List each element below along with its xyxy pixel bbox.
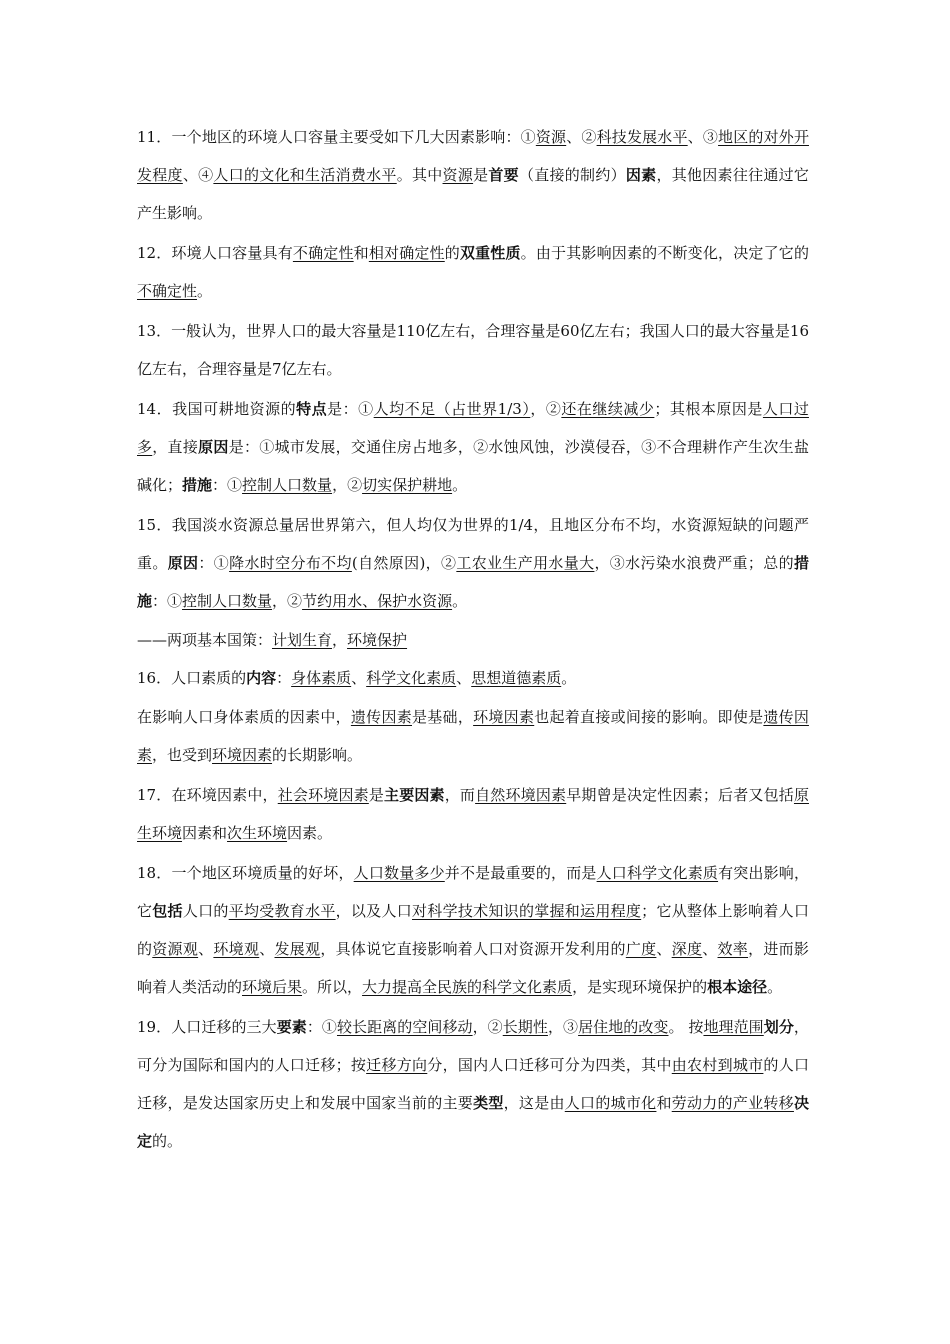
text-run: ，② <box>530 400 562 418</box>
underlined-term: 效率 <box>717 940 749 958</box>
underlined-term: 环境保护 <box>347 631 408 649</box>
text-run: 、 <box>198 940 214 958</box>
text-run: 因素。 <box>287 824 333 842</box>
underlined-term: 科学文化素质 <box>366 669 457 687</box>
text-run: 。其中 <box>396 166 443 184</box>
text-run: 。 <box>197 282 213 300</box>
underlined-term: 降水时空分布不均 <box>229 554 352 572</box>
text-run: ，② <box>332 476 363 494</box>
text-run: 。 <box>452 476 468 494</box>
underlined-term: 发展观 <box>274 940 321 958</box>
text-run: 的。 <box>152 1132 183 1150</box>
bold-term: 原因 <box>167 554 199 572</box>
underlined-term: 居住地的改变 <box>578 1018 669 1036</box>
text-run: 的长期影响。 <box>272 746 363 764</box>
underlined-term: 长期性 <box>502 1018 548 1036</box>
underlined-term: 身体素质 <box>291 669 352 687</box>
underlined-term: 迁移方向 <box>366 1056 428 1074</box>
underlined-term: 环境观 <box>213 940 260 958</box>
bold-term: 措施 <box>182 476 213 494</box>
text-run: ，这是由 <box>503 1094 565 1112</box>
text-run: 12．环境人口容量具有 <box>137 244 293 262</box>
paragraph <box>137 660 809 696</box>
text-run: ，以及人口 <box>335 902 413 920</box>
text-run: 早期曾是决定性因素；后者又包括 <box>566 786 794 804</box>
underlined-term: 计划生育 <box>272 631 333 649</box>
bold-term: 内容 <box>246 669 277 687</box>
bold-term: 特点 <box>296 400 328 418</box>
text-run: ：① <box>212 476 243 494</box>
text-run: ，而 <box>444 786 476 804</box>
bold-term: 划分 <box>763 1018 794 1036</box>
underlined-term: 控制人口数量 <box>242 476 333 494</box>
document-body <box>137 118 809 1162</box>
underlined-term: 对科学技术知识的掌握和运用程度 <box>412 902 642 920</box>
underlined-term: 资源 <box>535 128 567 146</box>
text-run: ，③ <box>547 1018 579 1036</box>
underlined-term: 人口科学文化素质 <box>596 864 719 882</box>
bold-term: 主要因素 <box>384 786 445 804</box>
underlined-term: 深度 <box>671 940 703 958</box>
text-run: ， <box>332 631 348 649</box>
text-run: 是基础， <box>412 708 474 726</box>
underlined-term: 节约用水、保护水资源 <box>302 592 453 610</box>
text-run: 人口的 <box>182 902 229 920</box>
underlined-term: 由农村到城市 <box>671 1056 764 1074</box>
text-run: 。所以， <box>302 978 363 996</box>
text-run: ，可分为国际和国内的人口迁移；按 <box>137 1018 809 1074</box>
text-run: 。 按 <box>668 1018 704 1036</box>
underlined-term: 地理范围 <box>703 1018 764 1036</box>
text-run: ，② <box>472 1018 503 1036</box>
text-run: 、② <box>566 128 597 146</box>
text-run: 。 <box>767 978 783 996</box>
text-run: 13．一般认为，世界人口的最大容量是110亿左右，合理容量是60亿左右；我国人口的最大容量是16亿左右，合理容量是7亿左右。 <box>137 322 809 378</box>
text-run: 、④ <box>182 166 214 184</box>
text-run: 有突出影响，它 <box>137 864 809 920</box>
text-run: ，具体说它直接影响着人口对资源开发利用的 <box>320 940 626 958</box>
text-run: 也起着直接或间接的影响。即使是 <box>534 708 764 726</box>
text-run: 、 <box>702 940 718 958</box>
underlined-term: 人均不足（占世界1/3） <box>373 400 531 418</box>
underlined-term: 遗传因素 <box>350 708 412 726</box>
paragraph <box>137 1008 809 1160</box>
underlined-term: 还在继续减少 <box>561 400 655 418</box>
underlined-term: 遗传因素 <box>137 708 809 764</box>
text-run: ，直接 <box>152 438 199 456</box>
underlined-term: 环境因素 <box>212 746 273 764</box>
bold-term: 决定 <box>137 1094 809 1150</box>
bold-term: 要素 <box>276 1018 307 1036</box>
underlined-term: 人口过多 <box>137 400 809 456</box>
underlined-term: 环境后果 <box>242 978 303 996</box>
bold-term: 因素 <box>625 166 657 184</box>
text-run: 15．我国淡水资源总量居世界第六，但人均仅为世界的1/4，且地区分布不均，水资源短缺的问题严重。 <box>137 516 809 572</box>
text-run: ，其他因素往往通过它产生影响。 <box>137 166 809 222</box>
text-run: 16．人口素质的 <box>137 669 247 687</box>
text-run: 和 <box>353 244 369 262</box>
underlined-term: 次生环境 <box>227 824 288 842</box>
bold-term: 根本途径 <box>707 978 768 996</box>
text-run: 、 <box>351 669 367 687</box>
text-run: 、 <box>259 940 275 958</box>
bold-term: 首要 <box>488 166 519 184</box>
text-run: 17．在环境因素中， <box>137 786 278 804</box>
bold-term: 包括 <box>152 902 183 920</box>
text-run: (自然原因)，② <box>351 554 457 572</box>
text-run: ，是实现环境保护的 <box>572 978 708 996</box>
text-run: 和 <box>656 1094 672 1112</box>
paragraph <box>137 776 809 852</box>
text-run: 19．人口迁移的三大 <box>137 1018 277 1036</box>
text-run: 11．一个地区的环境人口容量主要受如下几大因素影响：① <box>137 128 536 146</box>
text-run: ：① <box>152 592 183 610</box>
text-run: ，也受到 <box>152 746 213 764</box>
paragraph <box>137 698 809 774</box>
bold-term: 原因 <box>198 438 229 456</box>
underlined-term: 较长距离的空间移动 <box>336 1018 473 1036</box>
text-run: 在影响人口身体素质的因素中， <box>137 708 351 726</box>
paragraph <box>137 854 809 1006</box>
paragraph <box>137 312 809 388</box>
underlined-term: 地区的对外开发程度 <box>137 128 809 184</box>
text-run: 、 <box>456 669 472 687</box>
underlined-term: 不确定性 <box>292 244 354 262</box>
underlined-term: 劳动力的产业转移 <box>671 1094 794 1112</box>
underlined-term: 相对确定性 <box>368 244 445 262</box>
bold-term: 类型 <box>473 1094 504 1112</box>
text-run: 是：① <box>327 400 374 418</box>
text-run: 是 <box>473 166 489 184</box>
underlined-term: 人口数量多少 <box>353 864 445 882</box>
text-run: 、③ <box>687 128 719 146</box>
paragraph <box>137 118 809 232</box>
text-run: ： <box>276 669 292 687</box>
text-run: 。 <box>452 592 468 610</box>
text-run: ；其根本原因是 <box>654 400 763 418</box>
text-run: 、 <box>656 940 672 958</box>
bold-term: 措施 <box>137 554 809 610</box>
bold-term: 双重性质 <box>459 244 521 262</box>
paragraph <box>137 622 809 658</box>
underlined-term: 平均受教育水平 <box>228 902 336 920</box>
underlined-term: 环境因素 <box>473 708 535 726</box>
underlined-term: 人口的城市化 <box>564 1094 657 1112</box>
underlined-term: 不确定性 <box>137 282 198 300</box>
underlined-term: 工农业生产用水量大 <box>456 554 595 572</box>
underlined-term: 大力提高全民族的科学文化素质 <box>362 978 573 996</box>
text-run: 14．我国可耕地资源的 <box>137 400 297 418</box>
text-run: 。 <box>561 669 577 687</box>
text-run: （直接的制约） <box>518 166 626 184</box>
text-run: ，进而影响着人类活动的 <box>137 940 809 996</box>
text-run: 因素和 <box>182 824 228 842</box>
text-run: ：① <box>198 554 230 572</box>
text-run: ，③水污染水浪费严重；总的 <box>594 554 794 572</box>
text-run: 。由于其影响因素的不断变化，决定了它的 <box>520 244 809 262</box>
underlined-term: 资源观 <box>152 940 199 958</box>
paragraph <box>137 234 809 310</box>
underlined-term: 广度 <box>625 940 657 958</box>
paragraph <box>137 390 809 504</box>
text-run: 的人口迁移，是发达国家历史上和发展中国家当前的主要 <box>137 1056 809 1112</box>
text-run: 18．一个地区环境质量的好坏， <box>137 864 354 882</box>
text-run: 并不是最重要的，而是 <box>444 864 597 882</box>
underlined-term: 思想道德素质 <box>471 669 562 687</box>
text-run: ：① <box>306 1018 337 1036</box>
paragraph <box>137 506 809 620</box>
text-run: ，② <box>272 592 303 610</box>
underlined-term: 自然环境因素 <box>475 786 567 804</box>
text-run: 的 <box>444 244 460 262</box>
underlined-term: 切实保护耕地 <box>362 476 453 494</box>
underlined-term: 科技发展水平 <box>596 128 688 146</box>
text-run: ——两项基本国策： <box>137 631 273 649</box>
underlined-term: 人口的文化和生活消费水平 <box>213 166 397 184</box>
underlined-term: 社会环境因素 <box>277 786 369 804</box>
underlined-term: 原生环境 <box>137 786 809 842</box>
underlined-term: 资源 <box>442 166 474 184</box>
text-run: 分，国内人口迁移可分为四类，其中 <box>427 1056 672 1074</box>
underlined-term: 控制人口数量 <box>182 592 273 610</box>
text-run: 是 <box>368 786 385 804</box>
text-run: 是：①城市发展，交通住房占地多，②水蚀风蚀，沙漠侵吞，③不合理耕作产生次生盐碱化； <box>137 438 809 494</box>
text-run: ；它从整体上影响着人口的 <box>137 902 809 958</box>
